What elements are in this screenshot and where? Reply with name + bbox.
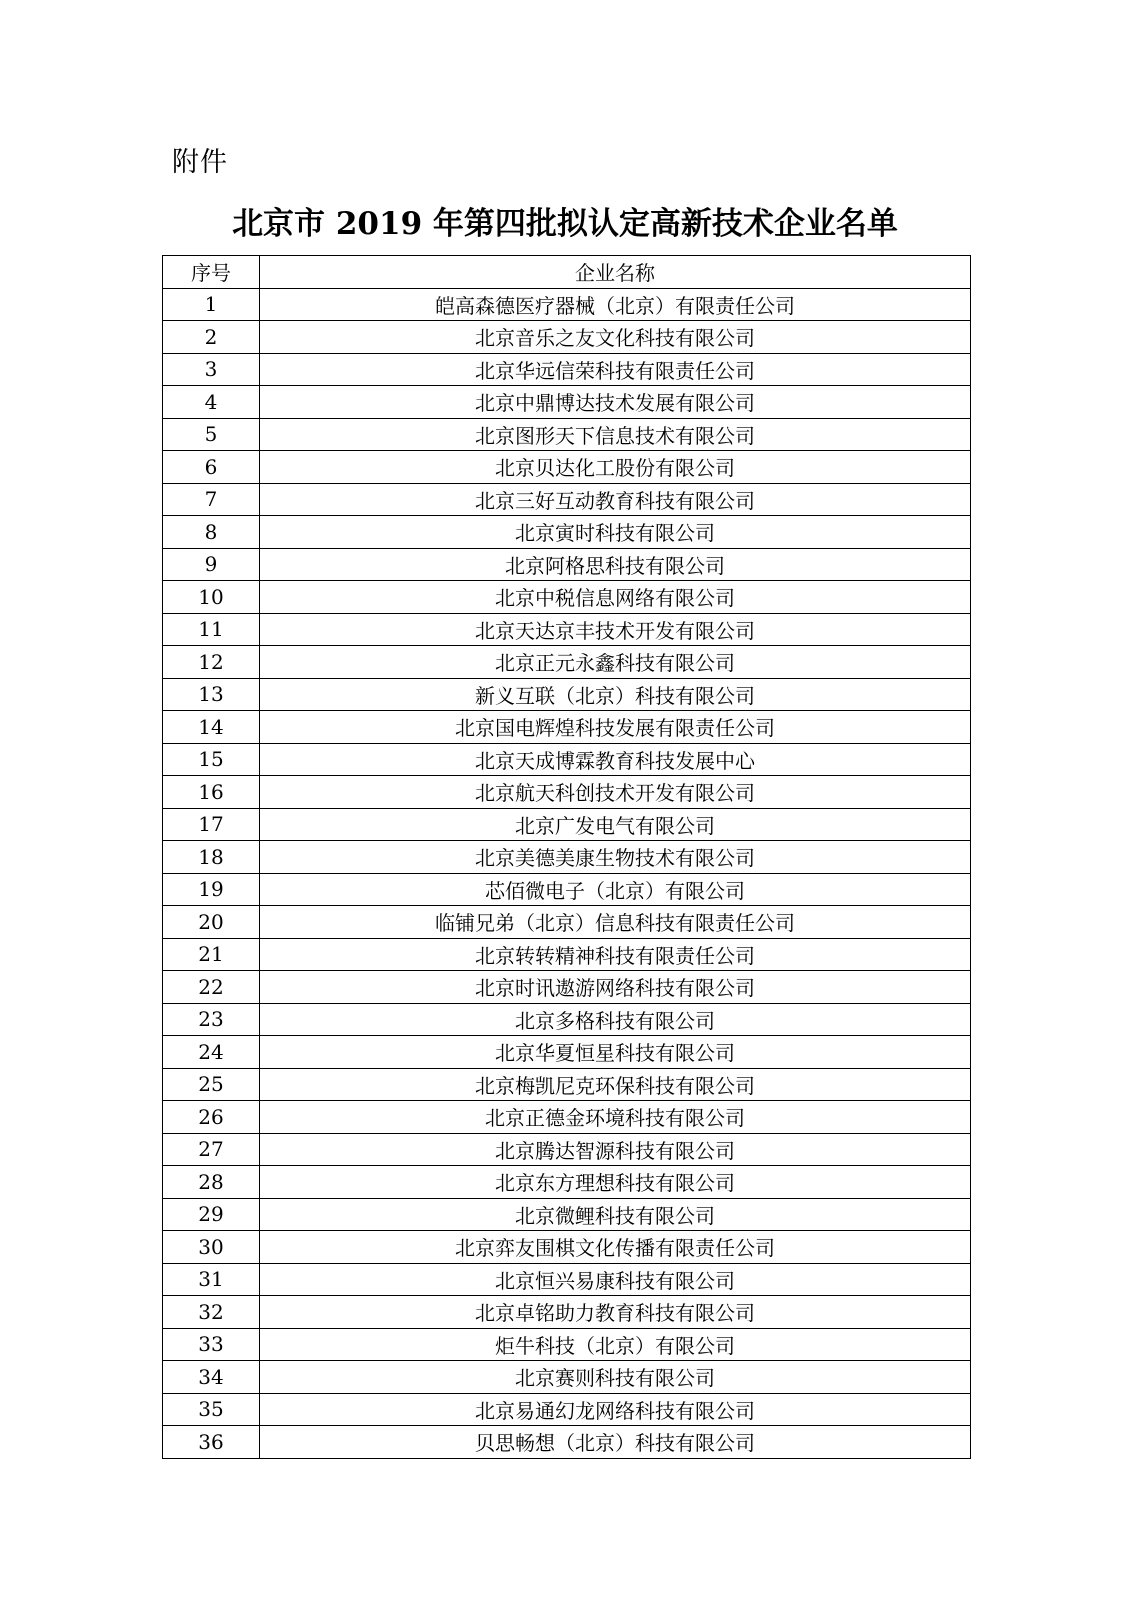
row-company-name: 北京易通幻龙网络科技有限公司 bbox=[260, 1393, 971, 1426]
table-row bbox=[163, 1036, 971, 1069]
row-index: 15 bbox=[163, 743, 260, 776]
row-index: 11 bbox=[163, 613, 260, 646]
row-company-name: 北京音乐之友文化科技有限公司 bbox=[260, 321, 971, 354]
row-company-name: 北京转转精神科技有限责任公司 bbox=[260, 938, 971, 971]
row-company-name: 北京华远信荣科技有限责任公司 bbox=[260, 353, 971, 386]
row-index: 14 bbox=[163, 711, 260, 744]
row-index: 7 bbox=[163, 483, 260, 516]
row-company-name: 北京国电辉煌科技发展有限责任公司 bbox=[260, 711, 971, 744]
row-company-name: 北京美德美康生物技术有限公司 bbox=[260, 841, 971, 874]
row-company-name: 芯佰微电子（北京）有限公司 bbox=[260, 873, 971, 906]
header-index: 序号 bbox=[163, 256, 260, 289]
row-company-name: 北京弈友围棋文化传播有限责任公司 bbox=[260, 1231, 971, 1264]
row-company-name: 临铺兄弟（北京）信息科技有限责任公司 bbox=[260, 906, 971, 939]
table-row bbox=[163, 1198, 971, 1231]
row-index: 2 bbox=[163, 321, 260, 354]
table-row bbox=[163, 1068, 971, 1101]
row-index: 9 bbox=[163, 548, 260, 581]
row-index: 18 bbox=[163, 841, 260, 874]
row-company-name: 北京东方理想科技有限公司 bbox=[260, 1166, 971, 1199]
table-row bbox=[163, 613, 971, 646]
row-index: 30 bbox=[163, 1231, 260, 1264]
table-row bbox=[163, 483, 971, 516]
row-index: 29 bbox=[163, 1198, 260, 1231]
row-index: 8 bbox=[163, 516, 260, 549]
row-index: 12 bbox=[163, 646, 260, 679]
table-row bbox=[163, 1003, 971, 1036]
table-row bbox=[163, 743, 971, 776]
table-body bbox=[163, 288, 971, 1458]
row-index: 4 bbox=[163, 386, 260, 419]
row-index: 23 bbox=[163, 1003, 260, 1036]
table-row bbox=[163, 548, 971, 581]
row-company-name: 北京华夏恒星科技有限公司 bbox=[260, 1036, 971, 1069]
row-company-name: 北京天达京丰技术开发有限公司 bbox=[260, 613, 971, 646]
row-index: 28 bbox=[163, 1166, 260, 1199]
table-row bbox=[163, 646, 971, 679]
row-index: 20 bbox=[163, 906, 260, 939]
row-company-name: 北京梅凯尼克环保科技有限公司 bbox=[260, 1068, 971, 1101]
row-company-name: 北京阿格思科技有限公司 bbox=[260, 548, 971, 581]
row-company-name: 炬牛科技（北京）有限公司 bbox=[260, 1328, 971, 1361]
table-row bbox=[163, 321, 971, 354]
row-company-name: 北京贝达化工股份有限公司 bbox=[260, 451, 971, 484]
row-company-name: 北京广发电气有限公司 bbox=[260, 808, 971, 841]
row-company-name: 北京三好互动教育科技有限公司 bbox=[260, 483, 971, 516]
row-company-name: 北京正德金环境科技有限公司 bbox=[260, 1101, 971, 1134]
row-index: 13 bbox=[163, 678, 260, 711]
row-index: 35 bbox=[163, 1393, 260, 1426]
table-row bbox=[163, 1426, 971, 1459]
row-index: 31 bbox=[163, 1263, 260, 1296]
table-row bbox=[163, 1263, 971, 1296]
row-company-name: 北京时讯遨游网络科技有限公司 bbox=[260, 971, 971, 1004]
table-row bbox=[163, 1231, 971, 1264]
row-company-name: 北京微鲤科技有限公司 bbox=[260, 1198, 971, 1231]
row-index: 3 bbox=[163, 353, 260, 386]
row-company-name: 贝思畅想（北京）科技有限公司 bbox=[260, 1426, 971, 1459]
row-index: 17 bbox=[163, 808, 260, 841]
table-row bbox=[163, 678, 971, 711]
table-row bbox=[163, 1166, 971, 1199]
row-index: 26 bbox=[163, 1101, 260, 1134]
table-row bbox=[163, 1328, 971, 1361]
row-company-name: 北京多格科技有限公司 bbox=[260, 1003, 971, 1036]
row-company-name: 北京卓铭助力教育科技有限公司 bbox=[260, 1296, 971, 1329]
row-company-name: 北京图形天下信息技术有限公司 bbox=[260, 418, 971, 451]
table-row bbox=[163, 451, 971, 484]
table-row bbox=[163, 841, 971, 874]
row-company-name: 新义互联（北京）科技有限公司 bbox=[260, 678, 971, 711]
table-row bbox=[163, 776, 971, 809]
row-company-name: 北京中鼎博达技术发展有限公司 bbox=[260, 386, 971, 419]
table-row bbox=[163, 1393, 971, 1426]
row-index: 19 bbox=[163, 873, 260, 906]
row-index: 34 bbox=[163, 1361, 260, 1394]
row-index: 22 bbox=[163, 971, 260, 1004]
row-company-name: 北京天成博霖教育科技发展中心 bbox=[260, 743, 971, 776]
table-row bbox=[163, 906, 971, 939]
row-company-name: 皑高森德医疗器械（北京）有限责任公司 bbox=[260, 288, 971, 321]
row-company-name: 北京恒兴易康科技有限公司 bbox=[260, 1263, 971, 1296]
row-index: 24 bbox=[163, 1036, 260, 1069]
document-title: 北京市 2019 年第四批拟认定高新技术企业名单 bbox=[232, 206, 898, 242]
table-row bbox=[163, 581, 971, 614]
table-row bbox=[163, 288, 971, 321]
table-row bbox=[163, 1361, 971, 1394]
row-index: 32 bbox=[163, 1296, 260, 1329]
table-row bbox=[163, 516, 971, 549]
table-row bbox=[163, 711, 971, 744]
row-index: 36 bbox=[163, 1426, 260, 1459]
row-company-name: 北京正元永鑫科技有限公司 bbox=[260, 646, 971, 679]
row-index: 33 bbox=[163, 1328, 260, 1361]
table-row bbox=[163, 418, 971, 451]
company-list-table bbox=[162, 255, 971, 1459]
table-row bbox=[163, 1296, 971, 1329]
table-row bbox=[163, 808, 971, 841]
row-company-name: 北京中税信息网络有限公司 bbox=[260, 581, 971, 614]
table-header-row bbox=[163, 256, 971, 289]
row-company-name: 北京航天科创技术开发有限公司 bbox=[260, 776, 971, 809]
row-index: 27 bbox=[163, 1133, 260, 1166]
row-index: 25 bbox=[163, 1068, 260, 1101]
table-row bbox=[163, 353, 971, 386]
table-row bbox=[163, 386, 971, 419]
table-row bbox=[163, 971, 971, 1004]
row-index: 1 bbox=[163, 288, 260, 321]
row-index: 21 bbox=[163, 938, 260, 971]
table-row bbox=[163, 938, 971, 971]
attachment-label: 附件 bbox=[172, 147, 228, 178]
row-company-name: 北京寅时科技有限公司 bbox=[260, 516, 971, 549]
row-index: 5 bbox=[163, 418, 260, 451]
table-row bbox=[163, 1101, 971, 1134]
row-index: 16 bbox=[163, 776, 260, 809]
table-row bbox=[163, 873, 971, 906]
header-company-name: 企业名称 bbox=[260, 256, 971, 289]
row-company-name: 北京赛则科技有限公司 bbox=[260, 1361, 971, 1394]
row-index: 6 bbox=[163, 451, 260, 484]
row-index: 10 bbox=[163, 581, 260, 614]
table-row bbox=[163, 1133, 971, 1166]
row-company-name: 北京腾达智源科技有限公司 bbox=[260, 1133, 971, 1166]
